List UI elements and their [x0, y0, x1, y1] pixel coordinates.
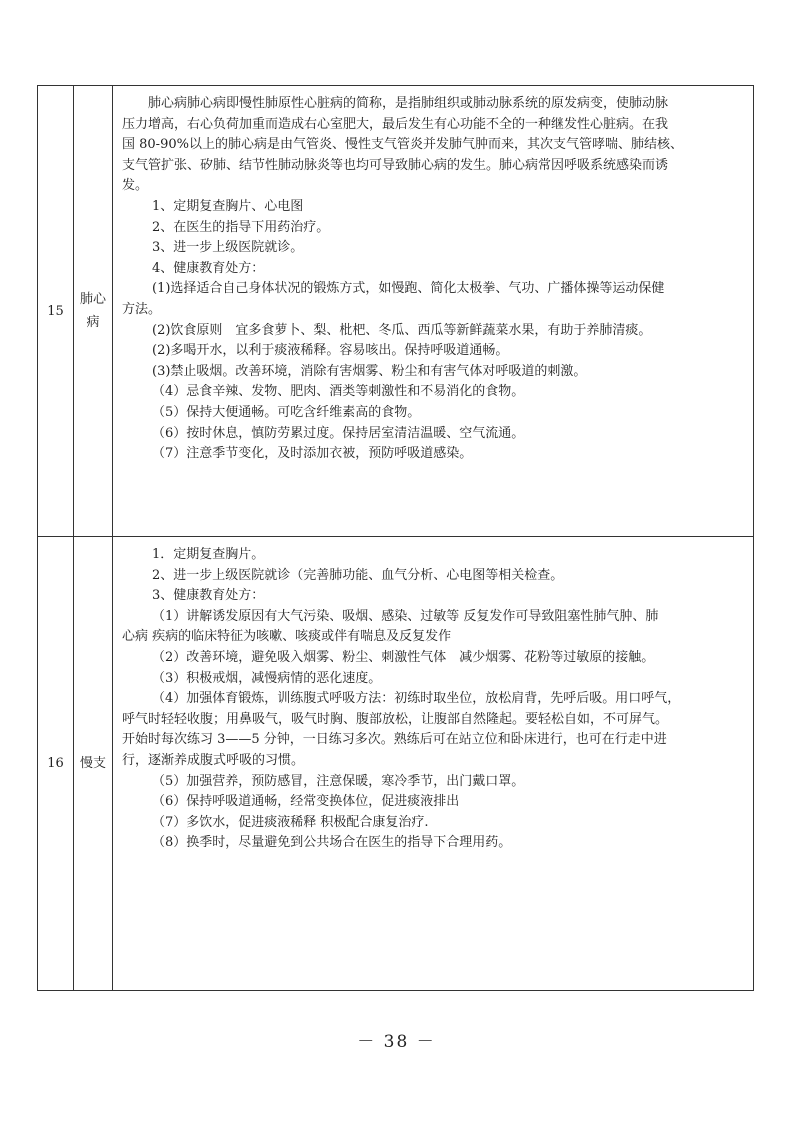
text-line: （6）保持呼吸道通畅，经常变换体位，促进痰液排出 — [152, 794, 460, 810]
text-line: （2）改善环境，避免吸入烟雾、粉尘、刺激性气体 减少烟雾、花粉等过敏原的接触。 — [152, 649, 655, 665]
text-line: （7）注意季节变化，及时添加衣被，预防呼吸道感染。 — [152, 446, 473, 462]
disease-name — [74, 86, 113, 537]
text-line: 肺心病肺心病即慢性肺原性心脏病的简称，是指肺组织或肺动脉系统的原发病变，使肺动脉 — [148, 96, 669, 111]
text-line: 行，逐渐养成腹式呼吸的习惯。 — [122, 752, 305, 768]
text-line: 开始时每次练习 3——5 分钟，一日练习多次。熟练后可在站立位和卧床进行，也可在行走中进 — [122, 732, 667, 748]
text-line: 国 80-90%以上的肺心病是由气管炎、慢性支气管炎并发肺气肿而来，其次支气管哮喘、肺结核、 — [122, 137, 683, 153]
content-cell — [113, 86, 754, 537]
text-line: (1)选择适合自己身体状况的锻炼方式，如慢跑、简化太极拳、气功、广播体操等运动保健 — [152, 281, 665, 297]
text-line: 3、健康教育处方： — [152, 588, 265, 604]
text-line: 2、在医生的指导下用药治疗。 — [152, 219, 330, 235]
text-line: （8）换季时，尽量避免到公共场合在医生的指导下合理用药。 — [152, 835, 512, 851]
text-line: 4、健康教育处方： — [152, 260, 265, 276]
table-row — [38, 86, 754, 537]
text-line: 2、进一步上级医院就诊（完善肺功能、血气分析、心电图等相关检查。 — [152, 567, 564, 583]
text-line: 呼气时轻轻收腹；用鼻吸气，吸气时胸、腹部放松，让腹部自然隆起。要轻松自如，不可屏气。 — [122, 711, 669, 727]
text-line: （4）加强体育锻炼，训练腹式呼吸方法：初练时取坐位，放松肩背，先呼后吸。用口呼气， — [152, 691, 681, 707]
text-line: 发。 — [122, 178, 149, 194]
text-line: (2)多喝开水，以利于痰液稀释。容易咳出。保持呼吸道通畅。 — [152, 343, 509, 359]
text-line: （5）保持大便通畅。可吃含纤维素高的食物。 — [152, 404, 421, 420]
text-line: 1、定期复查胸片、心电图 — [152, 198, 304, 214]
text-line: （1）讲解诱发原因有大气污染、吸烟、感染、过敏等 反复发作可导致阻塞性肺气肿、肺 — [152, 608, 659, 624]
table-row — [38, 537, 754, 991]
text-line: 1．定期复查胸片。 — [152, 547, 265, 562]
disease-name-text: 慢支 — [79, 756, 106, 771]
content-table — [37, 85, 754, 991]
text-line: 支气管扩张、矽肺、结节性肺动脉炎等也均可导致肺心病的发生。肺心病常因呼吸系统感染而诱 — [122, 157, 669, 173]
page-number: － 38 － — [357, 1032, 436, 1052]
text-line: 方法。 — [122, 301, 162, 317]
text-line: (3)禁止吸烟。改善环境，消除有害烟雾、粉尘和有害气体对呼吸道的刺激。 — [152, 363, 587, 379]
text-line: （4）忌食辛辣、发物、肥肉、酒类等刺激性和不易消化的食物。 — [152, 384, 525, 400]
content-cell — [113, 537, 754, 991]
text-line: 心病 疾病的临床特征为咳嗽、咳痰或伴有喘息及反复发作 — [122, 629, 452, 645]
row-number: 16 — [38, 537, 74, 991]
disease-name-text: 肺心 病 — [79, 292, 106, 330]
disease-name — [74, 537, 113, 991]
text-line: 压力增高，右心负荷加重而造成右心室肥大，最后发生有心功能不全的一种继发性心脏病。在我 — [122, 116, 669, 132]
text-line: （7）多饮水，促进痰液稀释 积极配合康复治疗. — [152, 814, 429, 830]
row-number: 15 — [38, 86, 74, 537]
text-line: （3）积极戒烟，减慢病情的恶化速度。 — [152, 670, 382, 686]
text-line: 3、进一步上级医院就诊。 — [152, 240, 304, 256]
text-line: （5）加强营养，预防感冒，注意保暖，寒冷季节，出门戴口罩。 — [152, 773, 525, 789]
text-line: （6）按时休息，慎防劳累过度。保持居室清洁温暖、空气流通。 — [152, 425, 525, 441]
text-line: (2)饮食原则 宜多食萝卜、梨、枇杷、冬瓜、西瓜等新鲜蔬菜水果，有助于养肺清痰。 — [152, 322, 652, 338]
